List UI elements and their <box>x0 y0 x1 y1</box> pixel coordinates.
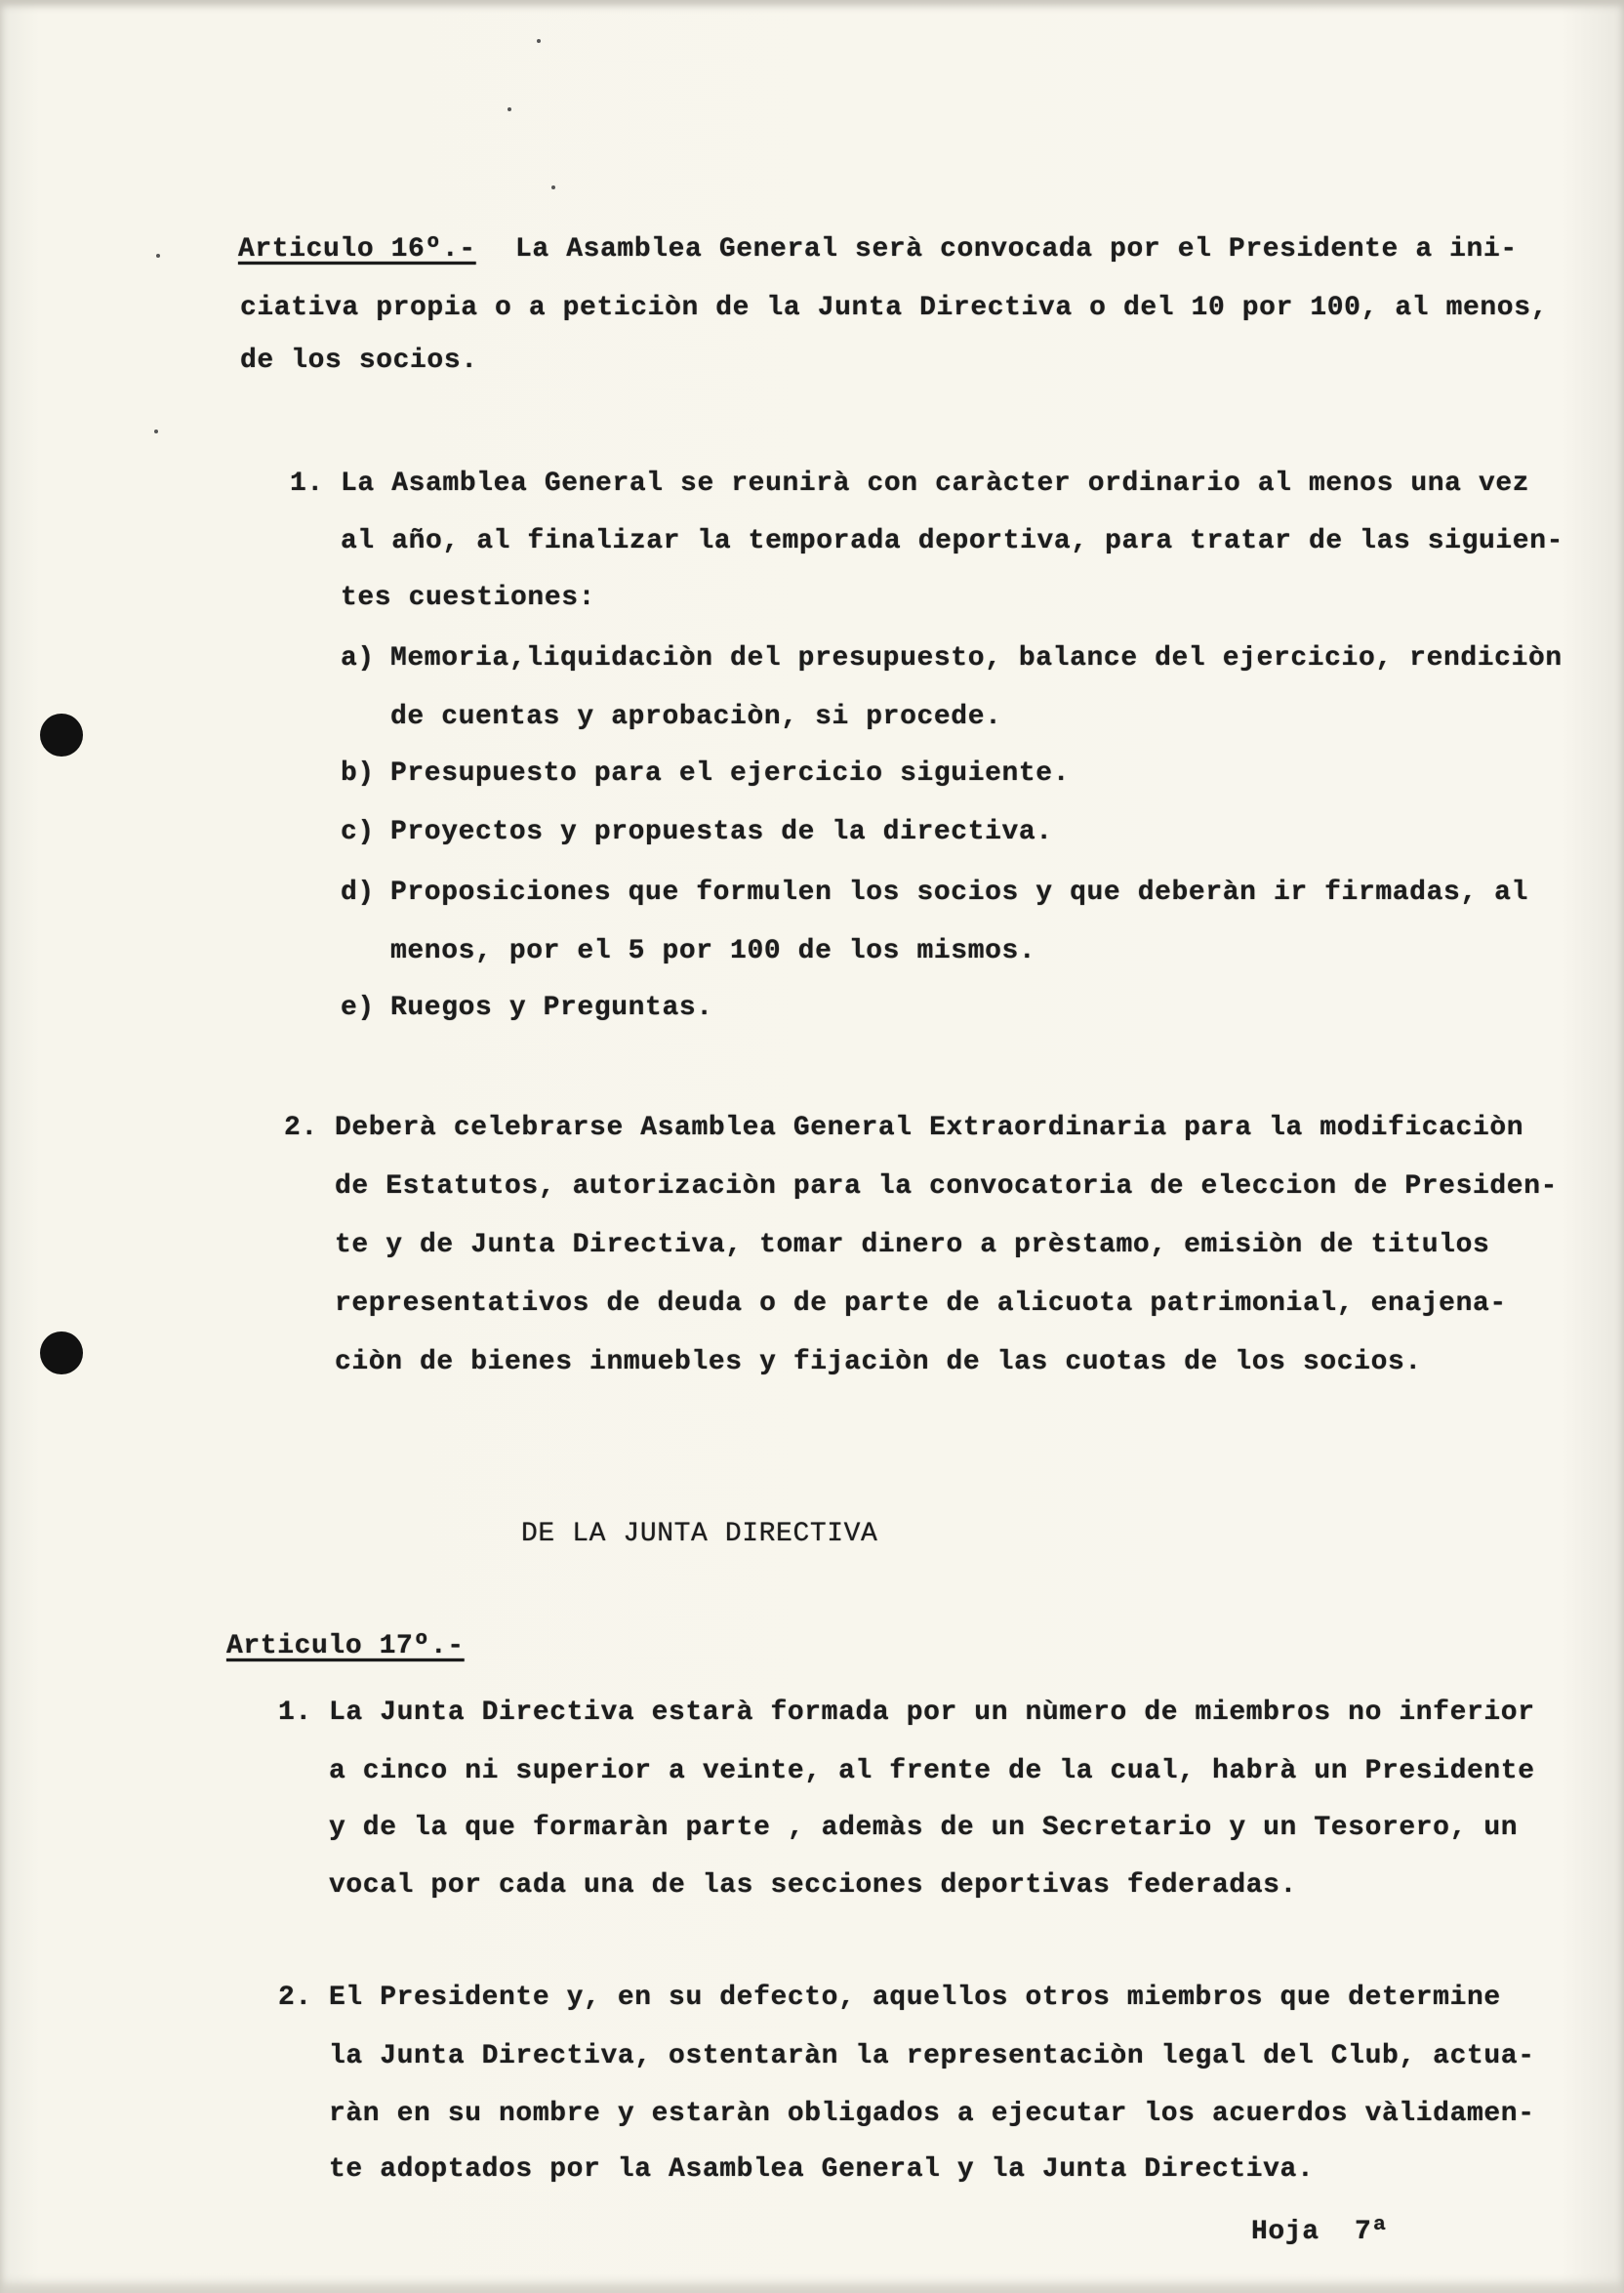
article-16-text: La Asamblea General serà convocada por el Presidente a ini- <box>515 234 1518 265</box>
item-text: ciòn de bienes inmuebles y fijaciòn de las cuotas de los socios. <box>335 1347 1422 1377</box>
item-text: la Junta Directiva, ostentaràn la representaciòn legal del Club, actua- <box>329 2041 1535 2071</box>
article-16-text: de los socios. <box>240 346 478 376</box>
item-text: vocal por cada una de las secciones deportivas federadas. <box>329 1870 1297 1901</box>
page-number: 7ª <box>1355 2217 1389 2247</box>
subitem-text: de cuentas y aprobaciòn, si procede. <box>390 702 1002 732</box>
speck <box>551 185 555 189</box>
subitem-text: Proyectos y propuestas de la directiva. <box>390 817 1053 847</box>
subitem-label: c) <box>341 817 375 847</box>
item-text: de Estatutos, autorizaciòn para la convocatoria de eleccion de Presiden- <box>335 1171 1558 1202</box>
item-text: te y de Junta Directiva, tomar dinero a prèstamo, emisiòn de titulos <box>335 1230 1490 1260</box>
subitem-text: menos, por el 5 por 100 de los mismos. <box>390 936 1036 966</box>
subitem-label: e) <box>341 993 375 1023</box>
item-number: 2. <box>284 1113 318 1143</box>
subitem-text: Ruegos y Preguntas. <box>390 993 713 1023</box>
item-text: La Junta Directiva estarà formada por un nùmero de miembros no inferior <box>329 1698 1535 1728</box>
item-number: 2. <box>278 1983 312 2013</box>
punch-hole <box>40 714 83 757</box>
subitem-text: Proposiciones que formulen los socios y que deberàn ir firmadas, al <box>390 878 1528 908</box>
punch-hole <box>40 1331 83 1374</box>
subitem-label: b) <box>341 758 375 789</box>
subitem-text: Memoria,liquidaciòn del presupuesto, balance del ejercicio, rendiciòn <box>390 643 1563 674</box>
article-16-text: ciativa propia o a peticiòn de la Junta Directiva o del 10 por 100, al menos, <box>240 293 1549 323</box>
page-label: Hoja <box>1251 2217 1320 2247</box>
subitem-label: d) <box>341 878 375 908</box>
item-text: La Asamblea General se reunirà con caràcter ordinario al menos una vez <box>341 469 1530 499</box>
article-16-title: Articulo 16º.- <box>238 234 476 265</box>
item-text: te adoptados por la Asamblea General y la Junta Directiva. <box>329 2154 1315 2185</box>
section-heading: DE LA JUNTA DIRECTIVA <box>521 1519 878 1549</box>
item-number: 1. <box>290 469 324 499</box>
subitem-text: Presupuesto para el ejercicio siguiente. <box>390 758 1071 789</box>
speck <box>154 430 158 433</box>
subitem-label: a) <box>341 643 375 674</box>
item-text: tes cuestiones: <box>341 583 596 613</box>
item-text: El Presidente y, en su defecto, aquellos otros miembros que determine <box>329 1983 1501 2013</box>
item-text: Deberà celebrarse Asamblea General Extraordinaria para la modificaciòn <box>335 1113 1524 1143</box>
speck <box>508 107 511 111</box>
item-text: ràn en su nombre y estaràn obligados a ejecutar los acuerdos vàlidamen- <box>329 2099 1535 2129</box>
speck <box>537 39 541 43</box>
item-text: al año, al finalizar la temporada deportiva, para tratar de las siguien- <box>341 526 1563 556</box>
article-17-title: Articulo 17º.- <box>226 1631 465 1661</box>
item-text: representativos de deuda o de parte de alicuota patrimonial, enajena- <box>335 1289 1507 1319</box>
item-text: a cinco ni superior a veinte, al frente de la cual, habrà un Presidente <box>329 1756 1535 1786</box>
item-number: 1. <box>278 1698 312 1728</box>
speck <box>156 254 160 258</box>
item-text: y de la que formaràn parte , ademàs de un Secretario y un Tesorero, un <box>329 1813 1519 1843</box>
